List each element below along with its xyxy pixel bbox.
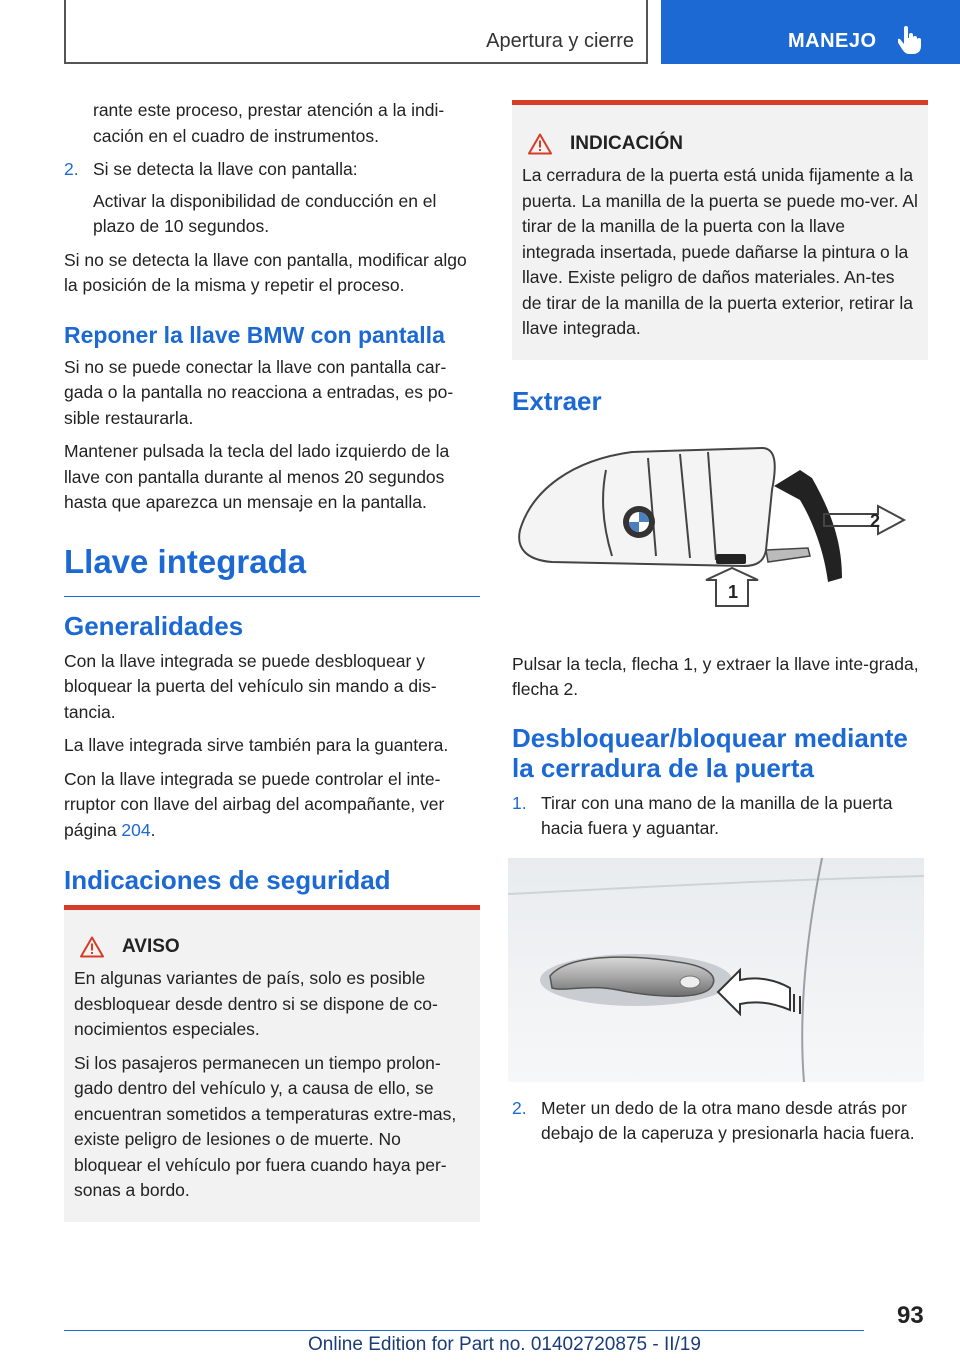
reset-heading: Reponer la llave BMW con pantalla (64, 321, 445, 348)
door-handle-figure (508, 858, 924, 1082)
step-text: Meter un dedo de la otra mano desde atrás por debajo de la caperuza y presionarla hacia fuera. (541, 1097, 915, 1143)
step-item (64, 157, 480, 183)
arrow-label-1: 1 (728, 581, 739, 602)
key-extraction-figure (512, 430, 928, 620)
step-number: 2. (512, 1097, 527, 1118)
key-fob-illustration (512, 430, 928, 620)
reset-paragraph-1: Si no se puede conectar la llave con pantalla car-gada o la pantalla no reacciona a entradas, es po-sible restaurarla. (64, 356, 454, 428)
paragraph-not-detected: Si no se detecta la llave con pantalla, modificar algo la posición de la misma y repetir el proceso. (64, 249, 467, 295)
door-handle-illustration (508, 858, 924, 1082)
step-text: Si se detecta la llave con pantalla: (93, 159, 358, 179)
notice-paragraph: La cerradura de la puerta está unida fijamente a la puerta. La manilla de la puerta se puede mo-ver. Al tirar de la manilla de la puerta con la llave integrada insertada, puede dañarse la pintura o la llave. Existe peligro de daños materiales. An-tes de tirar de la manilla de la puerta exterior, retirar la llave integrada. (522, 165, 918, 338)
notice-box (512, 100, 928, 360)
right-column (512, 100, 928, 1153)
warning-triangle-icon (80, 936, 104, 958)
extract-paragraph: Pulsar la tecla, flecha 1, y extraer la llave inte-grada, flecha 2. (512, 653, 919, 699)
unlock-heading: Desbloquear/bloquear mediante la cerradura de la puerta (512, 722, 908, 783)
hand-pointer-icon (898, 26, 924, 54)
notice-title: INDICACIÓN (570, 133, 683, 154)
general-p3-text: Con la llave integrada se puede controlar el inte-rruptor con llave del airbag del acompañante, ver página (64, 768, 445, 840)
extract-heading: Extraer (512, 385, 602, 416)
warning-triangle-icon (528, 133, 552, 155)
general-paragraph-2: La llave integrada sirve también para la guantera. (64, 735, 449, 755)
reset-paragraph-2: Mantener pulsada la tecla del lado izquierdo de la llave con pantalla durante al menos 20 segundos hasta que aparezca un mensaje en la pantalla. (64, 441, 450, 512)
main-heading: Llave integrada (64, 542, 480, 597)
warning-title-row (74, 936, 470, 958)
step-text: Tirar con una mano de la manilla de la puerta hacia fuera y aguantar. (541, 792, 893, 838)
general-paragraph-3 (64, 767, 480, 844)
step-subtext: Activar la disponibilidad de conducción en el plazo de 10 segundos. (93, 190, 437, 236)
chapter-title: MANEJO (788, 30, 877, 52)
page-number: 93 (897, 1302, 924, 1329)
general-heading: Generalidades (64, 610, 244, 641)
left-column (64, 98, 480, 1222)
general-p3-end: . (150, 819, 156, 840)
page-link[interactable]: 204 (121, 819, 151, 840)
footer-divider (64, 1330, 864, 1331)
footer-edition: Online Edition for Part no. 01402720875 - II/19 (308, 1334, 701, 1355)
arrow-label-2: 2 (870, 510, 881, 531)
step-number: 1. (512, 792, 527, 813)
warning-paragraph-1: En algunas variantes de país, solo es posible desbloquear desde dentro si se dispone de co-nocimientos especiales. (74, 968, 438, 1039)
header-section-tab (64, 0, 648, 64)
intro-continuation: rante este proceso, prestar atención a la indi-cación en el cuadro de instrumentos. (93, 100, 445, 146)
notice-title-row (522, 133, 918, 155)
step-number: 2. (64, 159, 79, 179)
safety-heading: Indicaciones de seguridad (64, 865, 391, 895)
warning-paragraph-2: Si los pasajeros permanecen un tiempo prolon-gado dentro del vehículo y, a causa de ello, se encuentran sometidos a temperaturas extre-mas, existe peligro de lesiones o de muerte. No bloquear el vehículo por fuera cuando haya per-sonas a bordo. (74, 1052, 457, 1200)
step-item (512, 1096, 928, 1147)
general-paragraph-1: Con la llave integrada se puede desbloquear y bloquear la puerta del vehículo sin mando a dis-tancia. (64, 650, 437, 722)
section-title: Apertura y cierre (486, 30, 634, 52)
step-item (512, 791, 928, 842)
header-chapter-tab (661, 0, 960, 64)
warning-title: AVISO (122, 936, 180, 957)
warning-box (64, 905, 480, 1222)
